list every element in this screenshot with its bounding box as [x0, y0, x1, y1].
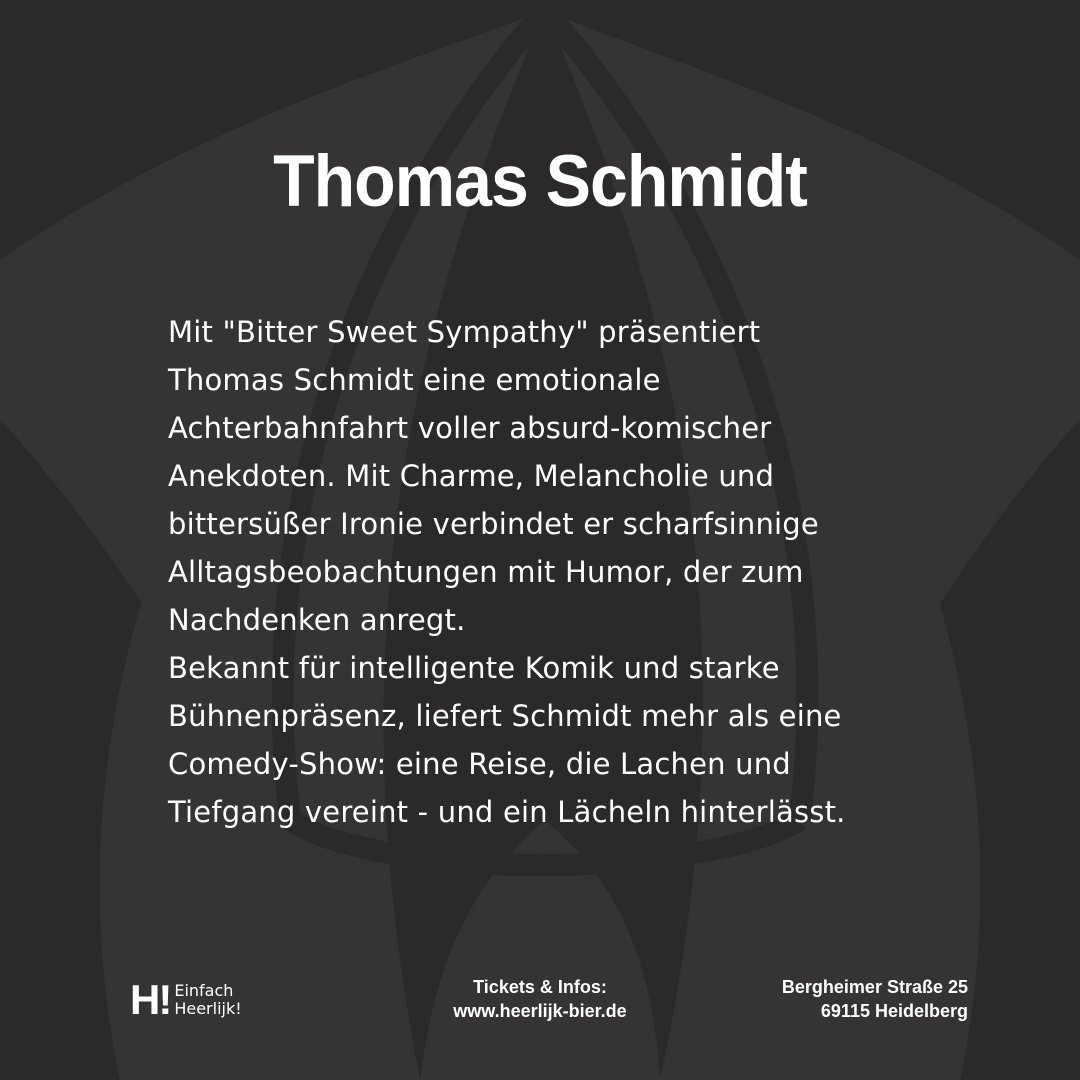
description-line: Bühnenpräsenz, liefert Schmidt mehr als eine	[168, 699, 842, 733]
description-line: Thomas Schmidt eine emotionale	[168, 363, 661, 397]
description-line: Achterbahnfahrt voller absurd-komischer	[168, 411, 772, 445]
tickets-url[interactable]: www.heerlijk-bier.de	[453, 1001, 627, 1021]
page-title: Thomas Schmidt	[273, 139, 807, 223]
event-description	[168, 308, 928, 836]
description-line: Alltagsbeobachtungen mit Humor, der zum	[168, 555, 804, 589]
description-line: bittersüßer Ironie verbindet er scharfsinnige	[168, 507, 819, 541]
address-city: 69115 Heidelberg	[820, 1001, 968, 1021]
description-line: Mit "Bitter Sweet Sympathy" präsentiert	[168, 315, 761, 349]
description-line: Bekannt für intelligente Komik und starke	[168, 651, 780, 685]
logo-line-2: Heerlijk!	[174, 999, 242, 1018]
description-line: Anekdoten. Mit Charme, Melancholie und	[168, 459, 775, 493]
venue-address	[782, 975, 968, 1023]
tickets-label: Tickets & Infos:	[473, 977, 607, 997]
description-line: Nachdenken anregt.	[168, 603, 466, 637]
footer	[0, 975, 1080, 1025]
logo-mark: H!	[130, 976, 171, 1023]
description-line: Comedy-Show: eine Reise, die Lachen und	[168, 747, 791, 781]
address-street: Bergheimer Straße 25	[781, 977, 968, 997]
description-line: Tiefgang vereint - und ein Lächeln hinterlässt.	[168, 795, 846, 829]
logo-line-1: Einfach	[174, 981, 234, 1000]
